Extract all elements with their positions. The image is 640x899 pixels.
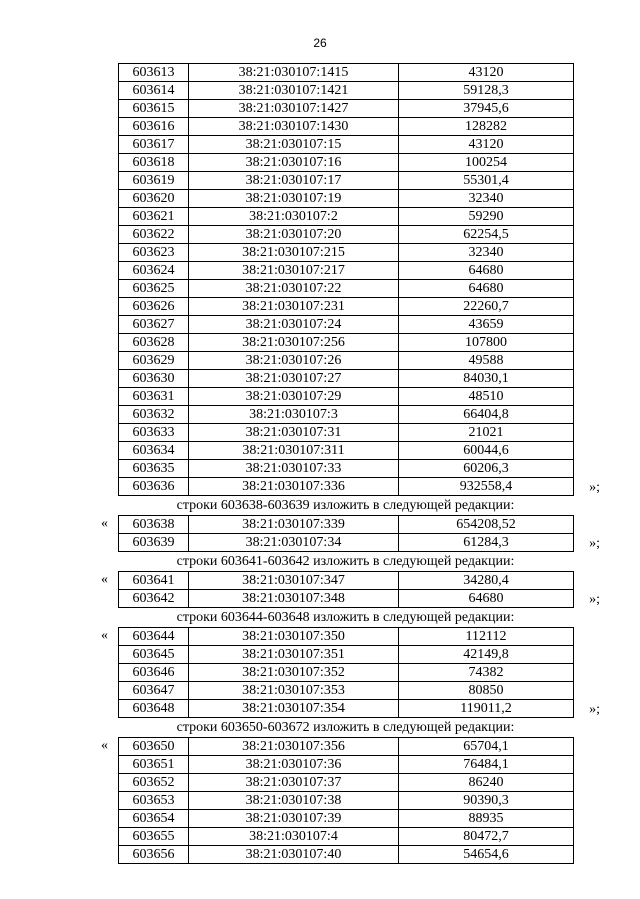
data-table: [118, 571, 574, 608]
amendment-instruction: строки 603638-603639 изложить в следующей редакции:: [176, 498, 515, 513]
row-number-cell: 603615: [119, 100, 189, 118]
cadastral-number-cell: 38:21:030107:217: [189, 262, 399, 280]
data-table: [118, 63, 574, 496]
row-number-cell: 603636: [119, 478, 189, 496]
value-cell: 43659: [399, 316, 574, 334]
document-body: [101, 63, 600, 864]
cadastral-number-cell: 38:21:030107:354: [189, 700, 399, 718]
value-cell: 37945,6: [399, 100, 574, 118]
table-row: [119, 82, 574, 100]
data-table: [118, 627, 574, 718]
table-row: [119, 628, 574, 646]
row-number-cell: 603656: [119, 846, 189, 864]
value-cell: 43120: [399, 136, 574, 154]
row-number-cell: 603654: [119, 810, 189, 828]
table-row: [119, 700, 574, 718]
cadastral-number-cell: 38:21:030107:20: [189, 226, 399, 244]
cadastral-number-cell: 38:21:030107:39: [189, 810, 399, 828]
closing-quote: »;: [589, 480, 600, 495]
table-block: [101, 627, 600, 718]
value-cell: 59290: [399, 208, 574, 226]
value-cell: 80472,7: [399, 828, 574, 846]
cadastral-number-cell: 38:21:030107:356: [189, 738, 399, 756]
value-cell: 55301,4: [399, 172, 574, 190]
table-row: [119, 460, 574, 478]
cadastral-number-cell: 38:21:030107:33: [189, 460, 399, 478]
value-cell: 76484,1: [399, 756, 574, 774]
table-row: [119, 828, 574, 846]
cadastral-number-cell: 38:21:030107:37: [189, 774, 399, 792]
table-row: [119, 226, 574, 244]
cadastral-number-cell: 38:21:030107:1415: [189, 64, 399, 82]
table-row: [119, 154, 574, 172]
table-row: [119, 406, 574, 424]
opening-quote: «: [101, 516, 108, 531]
row-number-cell: 603633: [119, 424, 189, 442]
value-cell: 60044,6: [399, 442, 574, 460]
cadastral-number-cell: 38:21:030107:351: [189, 646, 399, 664]
value-cell: 61284,3: [399, 534, 574, 552]
table-row: [119, 682, 574, 700]
row-number-cell: 603642: [119, 590, 189, 608]
closing-quote: »;: [589, 536, 600, 551]
row-number-cell: 603655: [119, 828, 189, 846]
row-number-cell: 603629: [119, 352, 189, 370]
opening-quote: «: [101, 628, 108, 643]
row-number-cell: 603621: [119, 208, 189, 226]
table-row: [119, 100, 574, 118]
table-row: [119, 516, 574, 534]
row-number-cell: 603653: [119, 792, 189, 810]
cadastral-number-cell: 38:21:030107:19: [189, 190, 399, 208]
value-cell: 90390,3: [399, 792, 574, 810]
value-cell: 42149,8: [399, 646, 574, 664]
cadastral-number-cell: 38:21:030107:4: [189, 828, 399, 846]
table-row: [119, 478, 574, 496]
table-row: [119, 810, 574, 828]
table-row: [119, 334, 574, 352]
value-cell: 80850: [399, 682, 574, 700]
value-cell: 88935: [399, 810, 574, 828]
cadastral-number-cell: 38:21:030107:24: [189, 316, 399, 334]
cadastral-number-cell: 38:21:030107:215: [189, 244, 399, 262]
value-cell: 86240: [399, 774, 574, 792]
table-row: [119, 262, 574, 280]
row-number-cell: 603641: [119, 572, 189, 590]
table-row: [119, 370, 574, 388]
amendment-instruction: строки 603650-603672 изложить в следующей редакции:: [176, 720, 515, 735]
row-number-cell: 603624: [119, 262, 189, 280]
table-row: [119, 646, 574, 664]
table-row: [119, 442, 574, 460]
row-number-cell: 603617: [119, 136, 189, 154]
table-row: [119, 190, 574, 208]
opening-quote: «: [101, 738, 108, 753]
value-cell: 84030,1: [399, 370, 574, 388]
value-cell: 65704,1: [399, 738, 574, 756]
row-number-cell: 603627: [119, 316, 189, 334]
value-cell: 49588: [399, 352, 574, 370]
value-cell: 32340: [399, 190, 574, 208]
cadastral-number-cell: 38:21:030107:311: [189, 442, 399, 460]
value-cell: 54654,6: [399, 846, 574, 864]
table-row: [119, 846, 574, 864]
value-cell: 21021: [399, 424, 574, 442]
data-table: [118, 515, 574, 552]
table-row: [119, 136, 574, 154]
row-number-cell: 603635: [119, 460, 189, 478]
table-block: [118, 63, 600, 496]
row-number-cell: 603620: [119, 190, 189, 208]
row-number-cell: 603646: [119, 664, 189, 682]
row-number-cell: 603652: [119, 774, 189, 792]
table-row: [119, 756, 574, 774]
cadastral-number-cell: 38:21:030107:17: [189, 172, 399, 190]
row-number-cell: 603634: [119, 442, 189, 460]
table-row: [119, 664, 574, 682]
table-block: [101, 571, 600, 608]
value-cell: 119011,2: [399, 700, 574, 718]
cadastral-number-cell: 38:21:030107:350: [189, 628, 399, 646]
cadastral-number-cell: 38:21:030107:15: [189, 136, 399, 154]
table-row: [119, 572, 574, 590]
table-row: [119, 590, 574, 608]
cadastral-number-cell: 38:21:030107:40: [189, 846, 399, 864]
table-row: [119, 208, 574, 226]
row-number-cell: 603639: [119, 534, 189, 552]
amendment-instruction: строки 603644-603648 изложить в следующей редакции:: [176, 610, 515, 625]
row-number-cell: 603619: [119, 172, 189, 190]
table-row: [119, 280, 574, 298]
value-cell: 66404,8: [399, 406, 574, 424]
table-block: [101, 737, 573, 864]
row-number-cell: 603613: [119, 64, 189, 82]
value-cell: 59128,3: [399, 82, 574, 100]
row-number-cell: 603648: [119, 700, 189, 718]
cadastral-number-cell: 38:21:030107:347: [189, 572, 399, 590]
cadastral-number-cell: 38:21:030107:352: [189, 664, 399, 682]
table-block: [101, 515, 600, 552]
cadastral-number-cell: 38:21:030107:1430: [189, 118, 399, 136]
table-row: [119, 244, 574, 262]
row-number-cell: 603630: [119, 370, 189, 388]
value-cell: 48510: [399, 388, 574, 406]
cadastral-number-cell: 38:21:030107:36: [189, 756, 399, 774]
cadastral-number-cell: 38:21:030107:256: [189, 334, 399, 352]
closing-quote: »;: [589, 592, 600, 607]
cadastral-number-cell: 38:21:030107:336: [189, 478, 399, 496]
cadastral-number-cell: 38:21:030107:231: [189, 298, 399, 316]
table-row: [119, 774, 574, 792]
value-cell: 64680: [399, 262, 574, 280]
table-row: [119, 738, 574, 756]
cadastral-number-cell: 38:21:030107:34: [189, 534, 399, 552]
value-cell: 112112: [399, 628, 574, 646]
row-number-cell: 603645: [119, 646, 189, 664]
value-cell: 22260,7: [399, 298, 574, 316]
row-number-cell: 603622: [119, 226, 189, 244]
cadastral-number-cell: 38:21:030107:27: [189, 370, 399, 388]
table-row: [119, 424, 574, 442]
table-row: [119, 316, 574, 334]
table-row: [119, 298, 574, 316]
cadastral-number-cell: 38:21:030107:3: [189, 406, 399, 424]
cadastral-number-cell: 38:21:030107:353: [189, 682, 399, 700]
row-number-cell: 603626: [119, 298, 189, 316]
cadastral-number-cell: 38:21:030107:1421: [189, 82, 399, 100]
cadastral-number-cell: 38:21:030107:29: [189, 388, 399, 406]
amendment-instruction: строки 603641-603642 изложить в следующей редакции:: [176, 554, 515, 569]
cadastral-number-cell: 38:21:030107:1427: [189, 100, 399, 118]
row-number-cell: 603623: [119, 244, 189, 262]
table-row: [119, 64, 574, 82]
value-cell: 932558,4: [399, 478, 574, 496]
cadastral-number-cell: 38:21:030107:16: [189, 154, 399, 172]
value-cell: 34280,4: [399, 572, 574, 590]
row-number-cell: 603625: [119, 280, 189, 298]
cadastral-number-cell: 38:21:030107:2: [189, 208, 399, 226]
page-number: 26: [313, 36, 327, 50]
value-cell: 100254: [399, 154, 574, 172]
value-cell: 64680: [399, 590, 574, 608]
table-row: [119, 172, 574, 190]
cadastral-number-cell: 38:21:030107:31: [189, 424, 399, 442]
value-cell: 60206,3: [399, 460, 574, 478]
cadastral-number-cell: 38:21:030107:339: [189, 516, 399, 534]
row-number-cell: 603628: [119, 334, 189, 352]
table-row: [119, 534, 574, 552]
value-cell: 128282: [399, 118, 574, 136]
row-number-cell: 603632: [119, 406, 189, 424]
table-row: [119, 352, 574, 370]
value-cell: 32340: [399, 244, 574, 262]
value-cell: 43120: [399, 64, 574, 82]
row-number-cell: 603616: [119, 118, 189, 136]
value-cell: 107800: [399, 334, 574, 352]
row-number-cell: 603647: [119, 682, 189, 700]
row-number-cell: 603650: [119, 738, 189, 756]
row-number-cell: 603631: [119, 388, 189, 406]
value-cell: 62254,5: [399, 226, 574, 244]
row-number-cell: 603638: [119, 516, 189, 534]
row-number-cell: 603614: [119, 82, 189, 100]
table-row: [119, 118, 574, 136]
cadastral-number-cell: 38:21:030107:38: [189, 792, 399, 810]
cadastral-number-cell: 38:21:030107:348: [189, 590, 399, 608]
value-cell: 74382: [399, 664, 574, 682]
row-number-cell: 603651: [119, 756, 189, 774]
table-row: [119, 792, 574, 810]
closing-quote: »;: [589, 702, 600, 717]
row-number-cell: 603644: [119, 628, 189, 646]
data-table: [118, 737, 574, 864]
value-cell: 64680: [399, 280, 574, 298]
opening-quote: «: [101, 572, 108, 587]
table-row: [119, 388, 574, 406]
cadastral-number-cell: 38:21:030107:26: [189, 352, 399, 370]
value-cell: 654208,52: [399, 516, 574, 534]
row-number-cell: 603618: [119, 154, 189, 172]
cadastral-number-cell: 38:21:030107:22: [189, 280, 399, 298]
